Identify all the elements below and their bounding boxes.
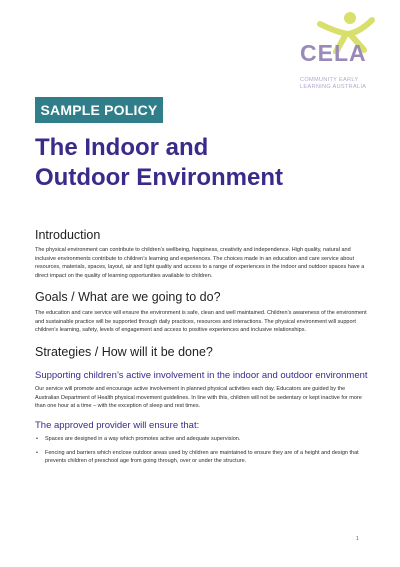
active-involvement-body: Our service will promote and encourage active involvement in planned physical activities each day. Educators are guided by the Australian Department of Health physical movement guidelines. In line with this, children will not be sedentary or kept inactive for more than one hour at a time – with the exception of sleep and rest times.: [35, 385, 362, 410]
active-involvement-heading: Supporting children’s active involvement in the indoor and outdoor environment: [35, 369, 368, 381]
list-item: • Fencing and barriers which enclose outdoor areas used by children are maintained to ensure they are of a height and design that prevents children of preschool age from going through, over or under the structure.: [35, 449, 369, 466]
page-title-line: The Indoor and: [35, 134, 209, 161]
strategies-heading: Strategies / How will it be done?: [35, 344, 213, 359]
introduction-heading: Introduction: [35, 228, 101, 242]
approved-provider-list: [35, 435, 369, 466]
sample-policy-badge: SAMPLE POLICY: [35, 97, 163, 123]
cela-logo: [300, 10, 380, 110]
list-item: • Spaces are designed in a way which promotes active and adequate supervision.: [35, 435, 369, 444]
logo-wordmark: CELA: [300, 40, 367, 66]
logo-subtitle-line: COMMUNITY EARLY: [300, 77, 359, 83]
page-title: [35, 133, 283, 193]
goals-heading: Goals / What are we going to do?: [35, 289, 221, 304]
policy-content: [35, 228, 369, 466]
goals-body: The education and care service will ensure the environment is safe, clean and well maintained. Children’s awareness of the environment and sustainable practice will be supported through daily practices, resources and interactions. The physical environment will support children’s learning, safety, levels of engagement and access to positive experiences and inclusive relationships.: [35, 309, 367, 334]
introduction-body: The physical environment can contribute to children’s wellbeing, happiness, creativity and independence. High quality, natural and inclusive environments contribute to children’s learning and experiences. The choices made in an education and care service about resources, materials, spaces, layout, air and light quality and access to a range of experiences in the indoor and outdoor spaces have a direct impact on the quality of learning opportunities available to children.: [35, 247, 365, 280]
page-number: 1: [356, 536, 359, 542]
page-title-line: Outdoor Environment: [35, 164, 283, 191]
approved-provider-heading: The approved provider will ensure that:: [35, 420, 200, 432]
logo-subtitle-line: LEARNING AUSTRALIA: [300, 84, 367, 90]
logo-subtitle: [300, 77, 366, 91]
